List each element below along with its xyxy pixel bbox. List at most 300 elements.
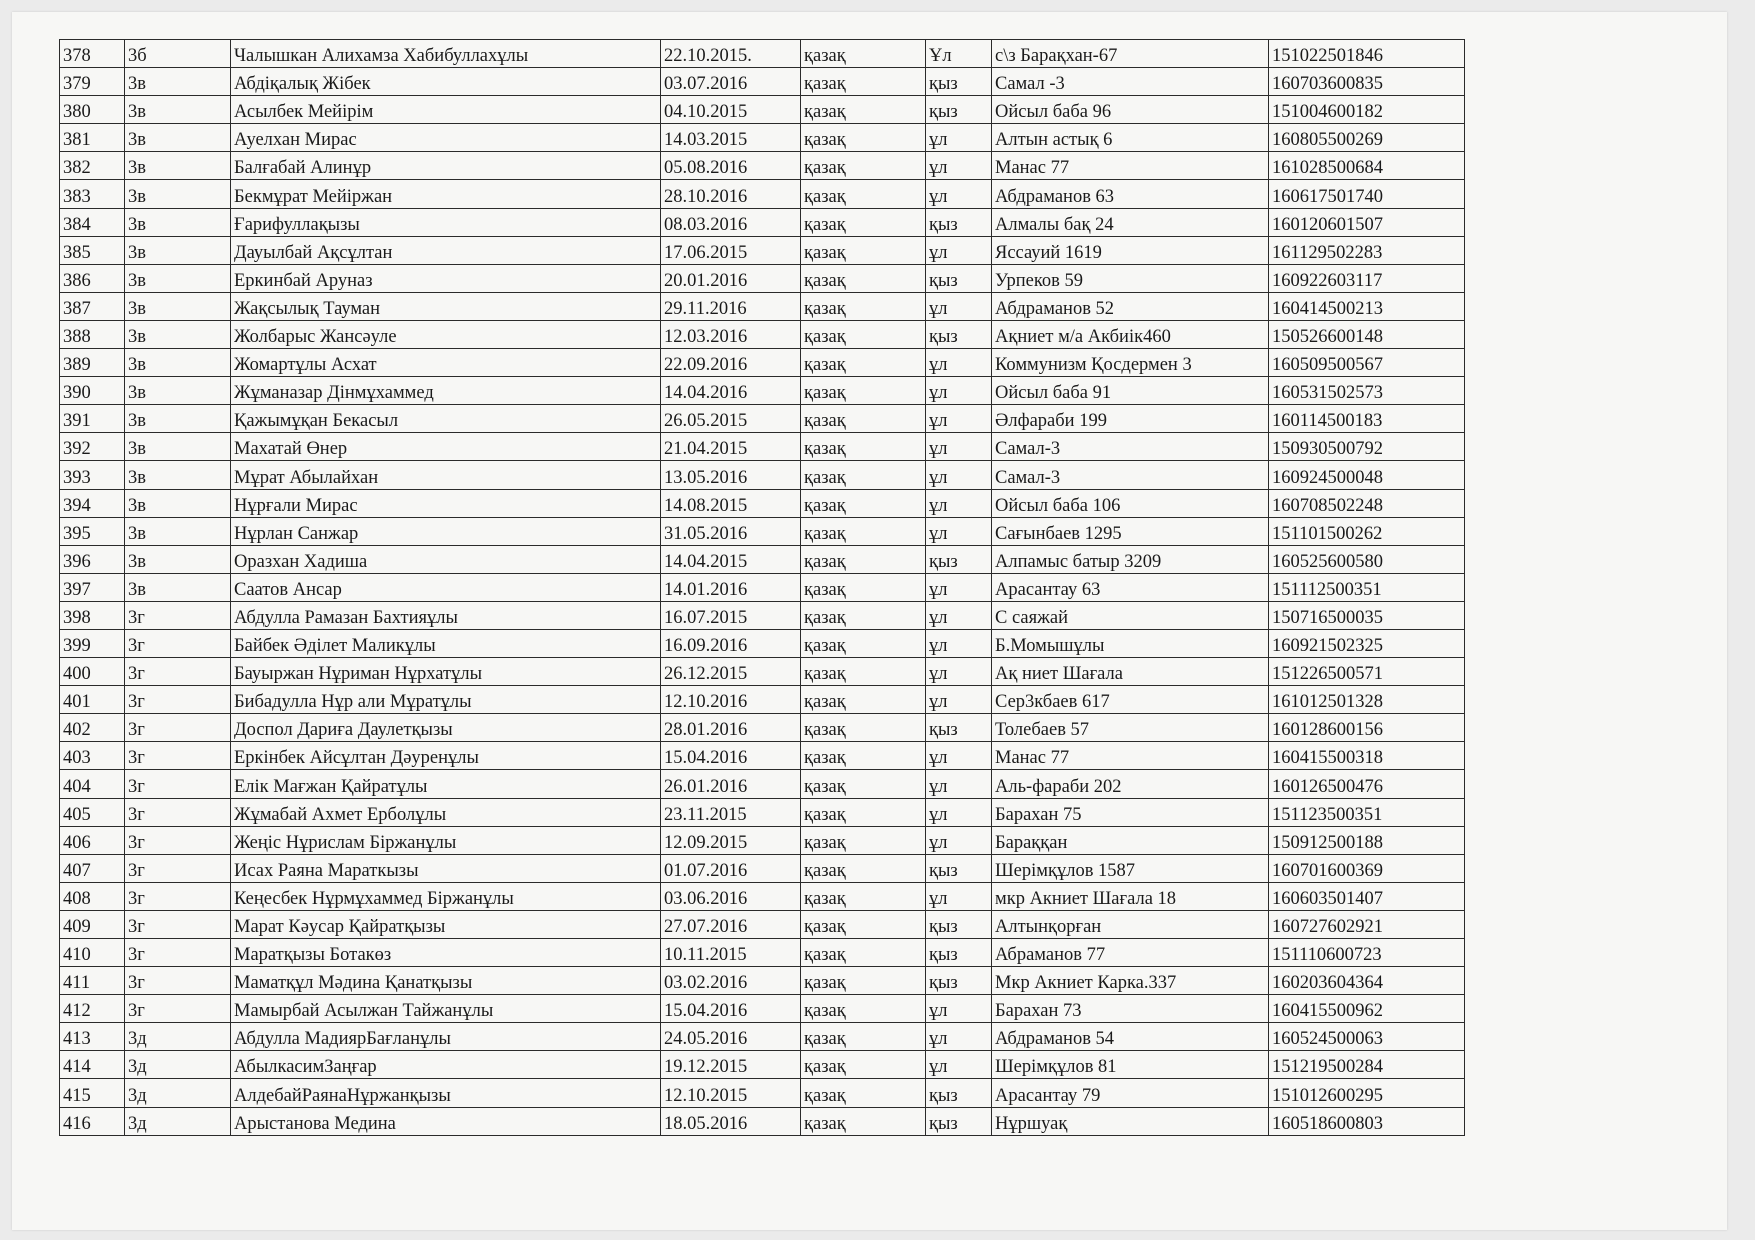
- birth-date-cell: 13.05.2016: [661, 461, 801, 489]
- address-cell: Әлфараби 199: [992, 405, 1269, 433]
- student-name-cell: Маматқұл Мәдина Қанатқызы: [231, 967, 661, 995]
- table-row: [60, 1023, 1465, 1051]
- class-cell: 3в: [125, 292, 231, 320]
- gender-cell: қыз: [926, 320, 992, 348]
- table-row: [60, 180, 1465, 208]
- iin-cell: 160924500048: [1269, 461, 1465, 489]
- nationality-cell: қазақ: [801, 433, 926, 461]
- address-cell: Б.Момышұлы: [992, 629, 1269, 657]
- birth-date-cell: 08.03.2016: [661, 208, 801, 236]
- table-row: [60, 601, 1465, 629]
- table-row: [60, 377, 1465, 405]
- table-row: [60, 770, 1465, 798]
- gender-cell: қыз: [926, 1107, 992, 1135]
- address-cell: Нұршуақ: [992, 1107, 1269, 1135]
- iin-cell: 160708502248: [1269, 489, 1465, 517]
- nationality-cell: қазақ: [801, 292, 926, 320]
- table-row: [60, 686, 1465, 714]
- birth-date-cell: 14.08.2015: [661, 489, 801, 517]
- table-row: [60, 292, 1465, 320]
- class-cell: 3в: [125, 68, 231, 96]
- class-cell: 3в: [125, 405, 231, 433]
- student-name-cell: Дауылбай Ақсұлтан: [231, 236, 661, 264]
- student-name-cell: Жолбарыс Жансәуле: [231, 320, 661, 348]
- nationality-cell: қазақ: [801, 96, 926, 124]
- student-name-cell: Асылбек Мейірім: [231, 96, 661, 124]
- nationality-cell: қазақ: [801, 770, 926, 798]
- student-name-cell: Маратқызы Ботакөз: [231, 939, 661, 967]
- nationality-cell: қазақ: [801, 826, 926, 854]
- nationality-cell: қазақ: [801, 714, 926, 742]
- birth-date-cell: 24.05.2016: [661, 1023, 801, 1051]
- table-row: [60, 826, 1465, 854]
- row-number-cell: 405: [60, 798, 125, 826]
- gender-cell: қыз: [926, 714, 992, 742]
- iin-cell: 151004600182: [1269, 96, 1465, 124]
- nationality-cell: қазақ: [801, 405, 926, 433]
- gender-cell: ұл: [926, 1023, 992, 1051]
- student-name-cell: Абдіқалық Жібек: [231, 68, 661, 96]
- nationality-cell: қазақ: [801, 939, 926, 967]
- student-name-cell: Арыстанова Медина: [231, 1107, 661, 1135]
- class-cell: 3в: [125, 461, 231, 489]
- address-cell: Самал-3: [992, 433, 1269, 461]
- table-row: [60, 349, 1465, 377]
- student-name-cell: Еркинбай Аруназ: [231, 264, 661, 292]
- row-number-cell: 410: [60, 939, 125, 967]
- gender-cell: ұл: [926, 826, 992, 854]
- birth-date-cell: 12.09.2015: [661, 826, 801, 854]
- class-cell: 3г: [125, 854, 231, 882]
- class-cell: 3д: [125, 1107, 231, 1135]
- class-cell: 3г: [125, 629, 231, 657]
- nationality-cell: қазақ: [801, 1051, 926, 1079]
- table-row: [60, 68, 1465, 96]
- iin-cell: 160531502573: [1269, 377, 1465, 405]
- gender-cell: ұл: [926, 461, 992, 489]
- birth-date-cell: 16.07.2015: [661, 601, 801, 629]
- row-number-cell: 389: [60, 349, 125, 377]
- iin-cell: 160727602921: [1269, 910, 1465, 938]
- scanned-page: [12, 12, 1727, 1230]
- address-cell: С саяжай: [992, 601, 1269, 629]
- iin-cell: 160128600156: [1269, 714, 1465, 742]
- student-name-cell: Байбек Әділет Маликұлы: [231, 629, 661, 657]
- gender-cell: ұл: [926, 517, 992, 545]
- gender-cell: Ұл: [926, 40, 992, 68]
- nationality-cell: қазақ: [801, 573, 926, 601]
- class-cell: 3г: [125, 658, 231, 686]
- nationality-cell: қазақ: [801, 882, 926, 910]
- gender-cell: қыз: [926, 854, 992, 882]
- row-number-cell: 416: [60, 1107, 125, 1135]
- student-name-cell: Бибадулла Нұр али Мұратұлы: [231, 686, 661, 714]
- table-row: [60, 264, 1465, 292]
- row-number-cell: 412: [60, 995, 125, 1023]
- row-number-cell: 381: [60, 124, 125, 152]
- row-number-cell: 398: [60, 601, 125, 629]
- iin-cell: 151012600295: [1269, 1079, 1465, 1107]
- student-name-cell: Исах Раяна Мараткызы: [231, 854, 661, 882]
- birth-date-cell: 28.10.2016: [661, 180, 801, 208]
- class-cell: 3в: [125, 152, 231, 180]
- nationality-cell: қазақ: [801, 1023, 926, 1051]
- iin-cell: 161012501328: [1269, 686, 1465, 714]
- iin-cell: 160922603117: [1269, 264, 1465, 292]
- gender-cell: қыз: [926, 545, 992, 573]
- address-cell: Сағынбаев 1295: [992, 517, 1269, 545]
- student-name-cell: Бауыржан Нұриман Нұрхатұлы: [231, 658, 661, 686]
- class-cell: 3в: [125, 573, 231, 601]
- iin-cell: 160203604364: [1269, 967, 1465, 995]
- class-cell: 3г: [125, 770, 231, 798]
- row-number-cell: 409: [60, 910, 125, 938]
- row-number-cell: 387: [60, 292, 125, 320]
- nationality-cell: қазақ: [801, 68, 926, 96]
- gender-cell: ұл: [926, 1051, 992, 1079]
- table-row: [60, 854, 1465, 882]
- table-row: [60, 882, 1465, 910]
- iin-cell: 160518600803: [1269, 1107, 1465, 1135]
- student-name-cell: АбылкасимЗаңғар: [231, 1051, 661, 1079]
- address-cell: мкр Акниет Шағала 18: [992, 882, 1269, 910]
- iin-cell: 160114500183: [1269, 405, 1465, 433]
- iin-cell: 161129502283: [1269, 236, 1465, 264]
- birth-date-cell: 20.01.2016: [661, 264, 801, 292]
- row-number-cell: 401: [60, 686, 125, 714]
- nationality-cell: қазақ: [801, 264, 926, 292]
- row-number-cell: 394: [60, 489, 125, 517]
- gender-cell: қыз: [926, 96, 992, 124]
- table-row: [60, 96, 1465, 124]
- nationality-cell: қазақ: [801, 208, 926, 236]
- student-name-cell: Еркінбек Айсұлтан Дәуренұлы: [231, 742, 661, 770]
- student-name-cell: Ғарифуллақызы: [231, 208, 661, 236]
- gender-cell: ұл: [926, 742, 992, 770]
- address-cell: Ойсыл баба 96: [992, 96, 1269, 124]
- table-row: [60, 1079, 1465, 1107]
- birth-date-cell: 29.11.2016: [661, 292, 801, 320]
- gender-cell: ұл: [926, 995, 992, 1023]
- nationality-cell: қазақ: [801, 320, 926, 348]
- student-name-cell: Балғабай Алинұр: [231, 152, 661, 180]
- gender-cell: ұл: [926, 601, 992, 629]
- iin-cell: 160415500962: [1269, 995, 1465, 1023]
- address-cell: Алтынқорған: [992, 910, 1269, 938]
- row-number-cell: 399: [60, 629, 125, 657]
- nationality-cell: қазақ: [801, 517, 926, 545]
- gender-cell: ұл: [926, 349, 992, 377]
- nationality-cell: қазақ: [801, 798, 926, 826]
- address-cell: Абдраманов 54: [992, 1023, 1269, 1051]
- gender-cell: ұл: [926, 180, 992, 208]
- table-row: [60, 939, 1465, 967]
- class-cell: 3в: [125, 264, 231, 292]
- table-row: [60, 124, 1465, 152]
- nationality-cell: қазақ: [801, 461, 926, 489]
- address-cell: Коммунизм Қосдермен 3: [992, 349, 1269, 377]
- row-number-cell: 403: [60, 742, 125, 770]
- class-cell: 3в: [125, 489, 231, 517]
- nationality-cell: қазақ: [801, 1079, 926, 1107]
- iin-cell: 160805500269: [1269, 124, 1465, 152]
- address-cell: Манас 77: [992, 152, 1269, 180]
- gender-cell: ұл: [926, 770, 992, 798]
- address-cell: Арасантау 63: [992, 573, 1269, 601]
- iin-cell: 160415500318: [1269, 742, 1465, 770]
- gender-cell: қыз: [926, 1079, 992, 1107]
- table-row: [60, 742, 1465, 770]
- table-row: [60, 517, 1465, 545]
- address-cell: Сер3кбаев 617: [992, 686, 1269, 714]
- class-cell: 3д: [125, 1079, 231, 1107]
- table-row: [60, 995, 1465, 1023]
- row-number-cell: 415: [60, 1079, 125, 1107]
- row-number-cell: 384: [60, 208, 125, 236]
- student-name-cell: Доспол Дариға Даулетқызы: [231, 714, 661, 742]
- nationality-cell: қазақ: [801, 995, 926, 1023]
- gender-cell: ұл: [926, 292, 992, 320]
- gender-cell: ұл: [926, 489, 992, 517]
- birth-date-cell: 14.03.2015: [661, 124, 801, 152]
- row-number-cell: 386: [60, 264, 125, 292]
- class-cell: 3г: [125, 995, 231, 1023]
- class-cell: 3в: [125, 236, 231, 264]
- student-name-cell: Жақсылық Тауман: [231, 292, 661, 320]
- student-name-cell: Жұманазар Дінмұхаммед: [231, 377, 661, 405]
- gender-cell: қыз: [926, 939, 992, 967]
- iin-cell: 160414500213: [1269, 292, 1465, 320]
- row-number-cell: 378: [60, 40, 125, 68]
- iin-cell: 160120601507: [1269, 208, 1465, 236]
- class-cell: 3в: [125, 377, 231, 405]
- iin-cell: 160703600835: [1269, 68, 1465, 96]
- student-roster-table: [59, 39, 1465, 1136]
- row-number-cell: 400: [60, 658, 125, 686]
- address-cell: Алмалы бақ 24: [992, 208, 1269, 236]
- table-row: [60, 405, 1465, 433]
- iin-cell: 151226500571: [1269, 658, 1465, 686]
- address-cell: Ойсыл баба 106: [992, 489, 1269, 517]
- gender-cell: ұл: [926, 686, 992, 714]
- iin-cell: 160126500476: [1269, 770, 1465, 798]
- student-name-cell: АлдебайРаянаНұржанқызы: [231, 1079, 661, 1107]
- table-row: [60, 40, 1465, 68]
- student-name-cell: Чалышкан Алихамза Хабибуллахұлы: [231, 40, 661, 68]
- birth-date-cell: 21.04.2015: [661, 433, 801, 461]
- student-name-cell: Марат Кәусар Қайратқызы: [231, 910, 661, 938]
- iin-cell: 160525600580: [1269, 545, 1465, 573]
- nationality-cell: қазақ: [801, 658, 926, 686]
- class-cell: 3б: [125, 40, 231, 68]
- iin-cell: 160617501740: [1269, 180, 1465, 208]
- gender-cell: ұл: [926, 405, 992, 433]
- birth-date-cell: 26.01.2016: [661, 770, 801, 798]
- class-cell: 3г: [125, 686, 231, 714]
- class-cell: 3в: [125, 180, 231, 208]
- nationality-cell: қазақ: [801, 236, 926, 264]
- gender-cell: ұл: [926, 124, 992, 152]
- gender-cell: қыз: [926, 264, 992, 292]
- address-cell: Яссауий 1619: [992, 236, 1269, 264]
- nationality-cell: қазақ: [801, 377, 926, 405]
- nationality-cell: қазақ: [801, 686, 926, 714]
- birth-date-cell: 28.01.2016: [661, 714, 801, 742]
- address-cell: Аль-фараби 202: [992, 770, 1269, 798]
- student-name-cell: Мұрат Абылайхан: [231, 461, 661, 489]
- gender-cell: ұл: [926, 882, 992, 910]
- address-cell: Абраманов 77: [992, 939, 1269, 967]
- table-row: [60, 798, 1465, 826]
- nationality-cell: қазақ: [801, 1107, 926, 1135]
- gender-cell: қыз: [926, 68, 992, 96]
- address-cell: Ойсыл баба 91: [992, 377, 1269, 405]
- row-number-cell: 383: [60, 180, 125, 208]
- row-number-cell: 397: [60, 573, 125, 601]
- student-name-cell: Махатай Өнер: [231, 433, 661, 461]
- birth-date-cell: 14.04.2016: [661, 377, 801, 405]
- row-number-cell: 392: [60, 433, 125, 461]
- table-row: [60, 236, 1465, 264]
- iin-cell: 151123500351: [1269, 798, 1465, 826]
- birth-date-cell: 26.12.2015: [661, 658, 801, 686]
- gender-cell: қыз: [926, 967, 992, 995]
- nationality-cell: қазақ: [801, 124, 926, 152]
- gender-cell: ұл: [926, 377, 992, 405]
- row-number-cell: 395: [60, 517, 125, 545]
- address-cell: Алпамыс батыр 3209: [992, 545, 1269, 573]
- class-cell: 3в: [125, 517, 231, 545]
- address-cell: Урпеков 59: [992, 264, 1269, 292]
- address-cell: Абдраманов 52: [992, 292, 1269, 320]
- birth-date-cell: 12.10.2016: [661, 686, 801, 714]
- gender-cell: ұл: [926, 433, 992, 461]
- address-cell: Ақниет м/а Акбиік460: [992, 320, 1269, 348]
- iin-cell: 150716500035: [1269, 601, 1465, 629]
- table-row: [60, 1107, 1465, 1135]
- gender-cell: ұл: [926, 629, 992, 657]
- table-row: [60, 433, 1465, 461]
- row-number-cell: 406: [60, 826, 125, 854]
- row-number-cell: 385: [60, 236, 125, 264]
- birth-date-cell: 05.08.2016: [661, 152, 801, 180]
- class-cell: 3г: [125, 882, 231, 910]
- row-number-cell: 388: [60, 320, 125, 348]
- address-cell: с\з Барақхан-67: [992, 40, 1269, 68]
- student-name-cell: Нұрғали Мирас: [231, 489, 661, 517]
- student-name-cell: Жеңіс Нұрислам Біржанұлы: [231, 826, 661, 854]
- birth-date-cell: 19.12.2015: [661, 1051, 801, 1079]
- nationality-cell: қазақ: [801, 349, 926, 377]
- iin-cell: 160509500567: [1269, 349, 1465, 377]
- class-cell: 3г: [125, 742, 231, 770]
- address-cell: Шерімқұлов 1587: [992, 854, 1269, 882]
- class-cell: 3в: [125, 349, 231, 377]
- address-cell: Ақ ниет Шағала: [992, 658, 1269, 686]
- gender-cell: ұл: [926, 152, 992, 180]
- row-number-cell: 380: [60, 96, 125, 124]
- birth-date-cell: 04.10.2015: [661, 96, 801, 124]
- class-cell: 3г: [125, 714, 231, 742]
- iin-cell: 161028500684: [1269, 152, 1465, 180]
- table-row: [60, 208, 1465, 236]
- iin-cell: 160603501407: [1269, 882, 1465, 910]
- address-cell: Барахан 75: [992, 798, 1269, 826]
- class-cell: 3г: [125, 826, 231, 854]
- table-row: [60, 152, 1465, 180]
- birth-date-cell: 14.01.2016: [661, 573, 801, 601]
- row-number-cell: 408: [60, 882, 125, 910]
- address-cell: Бараққан: [992, 826, 1269, 854]
- birth-date-cell: 14.04.2015: [661, 545, 801, 573]
- nationality-cell: қазақ: [801, 910, 926, 938]
- gender-cell: ұл: [926, 798, 992, 826]
- class-cell: 3г: [125, 939, 231, 967]
- nationality-cell: қазақ: [801, 629, 926, 657]
- iin-cell: 151110600723: [1269, 939, 1465, 967]
- student-name-cell: Жұмабай Ахмет Ерболұлы: [231, 798, 661, 826]
- class-cell: 3в: [125, 545, 231, 573]
- row-number-cell: 382: [60, 152, 125, 180]
- class-cell: 3в: [125, 433, 231, 461]
- student-name-cell: Мамырбай Асылжан Тайжанұлы: [231, 995, 661, 1023]
- address-cell: Толебаев 57: [992, 714, 1269, 742]
- class-cell: 3д: [125, 1051, 231, 1079]
- birth-date-cell: 03.07.2016: [661, 68, 801, 96]
- address-cell: Шерімқұлов 81: [992, 1051, 1269, 1079]
- birth-date-cell: 31.05.2016: [661, 517, 801, 545]
- gender-cell: қыз: [926, 910, 992, 938]
- table-row: [60, 461, 1465, 489]
- table-row: [60, 573, 1465, 601]
- class-cell: 3г: [125, 601, 231, 629]
- row-number-cell: 379: [60, 68, 125, 96]
- table-row: [60, 714, 1465, 742]
- nationality-cell: қазақ: [801, 40, 926, 68]
- address-cell: Манас 77: [992, 742, 1269, 770]
- address-cell: Самал-3: [992, 461, 1269, 489]
- iin-cell: 151022501846: [1269, 40, 1465, 68]
- row-number-cell: 402: [60, 714, 125, 742]
- row-number-cell: 411: [60, 967, 125, 995]
- birth-date-cell: 18.05.2016: [661, 1107, 801, 1135]
- row-number-cell: 413: [60, 1023, 125, 1051]
- iin-cell: 160921502325: [1269, 629, 1465, 657]
- row-number-cell: 391: [60, 405, 125, 433]
- student-name-cell: Бекмұрат Мейіржан: [231, 180, 661, 208]
- class-cell: 3г: [125, 910, 231, 938]
- nationality-cell: қазақ: [801, 489, 926, 517]
- birth-date-cell: 22.09.2016: [661, 349, 801, 377]
- birth-date-cell: 16.09.2016: [661, 629, 801, 657]
- birth-date-cell: 23.11.2015: [661, 798, 801, 826]
- student-name-cell: Оразхан Хадиша: [231, 545, 661, 573]
- birth-date-cell: 12.10.2015: [661, 1079, 801, 1107]
- birth-date-cell: 15.04.2016: [661, 995, 801, 1023]
- birth-date-cell: 17.06.2015: [661, 236, 801, 264]
- class-cell: 3в: [125, 320, 231, 348]
- iin-cell: 151219500284: [1269, 1051, 1465, 1079]
- student-name-cell: Ауелхан Мирас: [231, 124, 661, 152]
- class-cell: 3в: [125, 96, 231, 124]
- iin-cell: 160701600369: [1269, 854, 1465, 882]
- student-name-cell: Елік Мағжан Қайратұлы: [231, 770, 661, 798]
- row-number-cell: 396: [60, 545, 125, 573]
- iin-cell: 151112500351: [1269, 573, 1465, 601]
- birth-date-cell: 10.11.2015: [661, 939, 801, 967]
- nationality-cell: қазақ: [801, 180, 926, 208]
- student-name-cell: Нұрлан Санжар: [231, 517, 661, 545]
